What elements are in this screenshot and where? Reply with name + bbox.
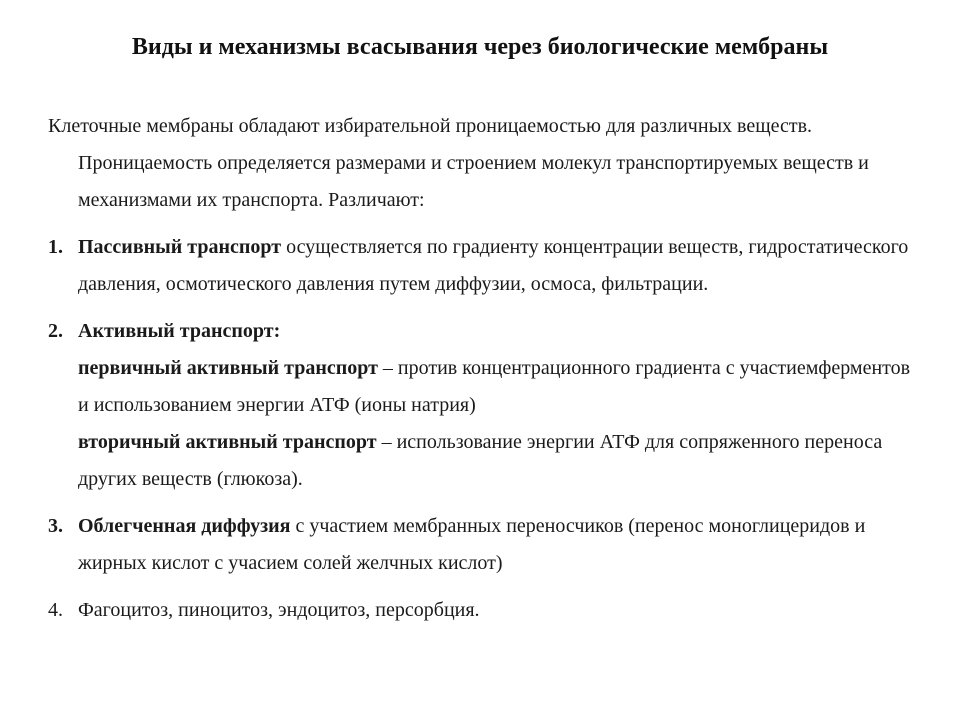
list-item-phagocytosis bbox=[48, 592, 918, 629]
list-item-active-transport bbox=[48, 313, 918, 498]
item-number: 2. bbox=[48, 320, 63, 342]
item-number: 3. bbox=[48, 515, 63, 537]
item-text: осуществляется по градиенту концентрации веществ, гидростатического давления, осмотического давления путем диффузии, осмоса, фильтрации. bbox=[78, 236, 909, 295]
list-item-passive-transport bbox=[48, 229, 918, 303]
sub-item-text-primary: – против концентрационного градиента с участиемферментов и использованием энергии АТФ (ионы натрия) bbox=[78, 357, 911, 416]
intro-paragraph: Клеточные мембраны обладают избирательной проницаемостью для различных веществ. Проницаемость определяется размерами и строением молекул транспортируемых веществ и механизмами их транспорта. Различают: bbox=[48, 115, 869, 211]
list-item-facilitated-diffusion bbox=[48, 508, 918, 582]
item-term: Активный транспорт: bbox=[78, 320, 281, 342]
sub-item-term-secondary: вторичный активный транспорт bbox=[78, 431, 377, 453]
sub-item-text-secondary: – использование энергии АТФ для сопряженного переноса других веществ (глюкоза). bbox=[78, 431, 883, 490]
item-text: Фагоцитоз, пиноцитоз, эндоцитоз, персорбция. bbox=[78, 599, 480, 621]
item-term: Облегченная диффузия bbox=[78, 515, 291, 537]
slide-title: Виды и механизмы всасывания через биологические мембраны bbox=[131, 34, 829, 60]
item-term: Пассивный транспорт bbox=[78, 236, 282, 258]
slide-content bbox=[48, 108, 918, 639]
item-text: с участием мембранных переносчиков (перенос моноглицеридов и жирных кислот с учасием солей желчных кислот) bbox=[78, 515, 866, 574]
item-number: 1. bbox=[48, 236, 63, 258]
item-number: 4. bbox=[48, 599, 63, 621]
sub-item-term-primary: первичный активный транспорт bbox=[78, 357, 378, 379]
